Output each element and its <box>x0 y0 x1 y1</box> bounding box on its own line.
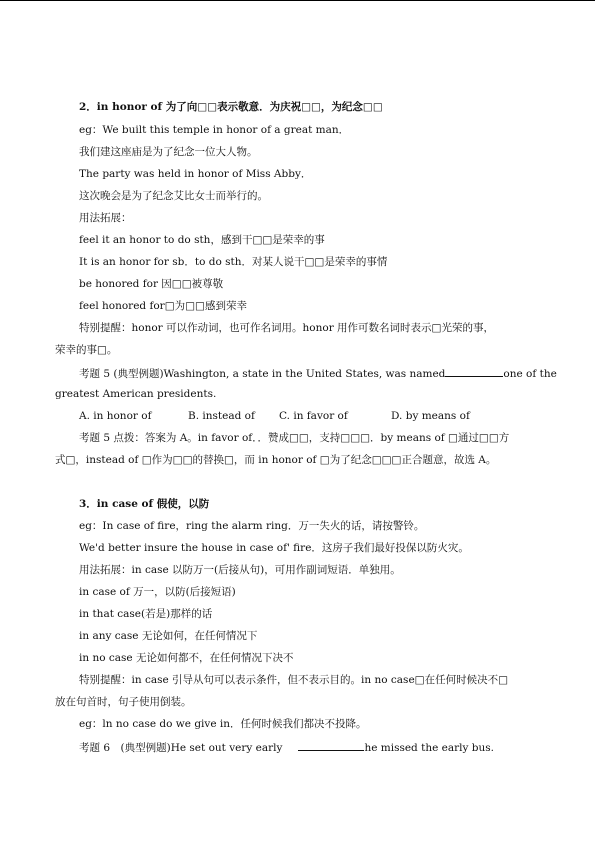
usage-line: feel it an honor to do sth，感到干□□是荣幸的事 <box>79 234 325 246</box>
page-top-rule <box>0 0 595 1</box>
usage-line: feel honored for□为□□感到荣幸 <box>79 300 247 312</box>
example-sentence: We'd better insure the house in case of' fire．这房子我们最好投保以防火灾。 <box>79 542 469 554</box>
special-note-continued: 放在句首时，句子使用倒装。 <box>55 696 192 708</box>
exam-question-text: 考题 5 (典型例题)Washington, a state in the United States, was named <box>79 368 446 380</box>
exam-question-text: 考题 6 (典型例题)He set out very early <box>79 742 283 754</box>
answer-blank <box>445 365 503 377</box>
usage-line: in any case 无论如何，在任何情况下 <box>79 630 258 642</box>
special-note-continued: 荣幸的事□。 <box>55 344 118 356</box>
usage-line: in no case 无论如何都不，在任何情况下决不 <box>79 652 294 664</box>
usage-extension-label: 用法拓展：in case 以防万一(后接从句)，可用作副词短语．单独用。 <box>79 564 401 576</box>
option-a: A. in honor of <box>79 410 152 422</box>
special-note: 特别提醒：honor 可以作动词，也可作名词用。honor 用作可数名词时表示□光荣的事， <box>79 322 494 334</box>
example-sentence: The party was held in honor of Miss Abby． <box>79 168 312 180</box>
example-translation: 这次晚会是为了纪念艾比女士而举行的。 <box>79 190 268 202</box>
usage-extension-label: 用法拓展： <box>79 212 132 224</box>
exam-question-line <box>79 739 494 755</box>
exam-question-text: he missed the early bus. <box>364 742 494 754</box>
exam-question-continued: greatest American presidents. <box>55 388 217 400</box>
section-heading: 3．in case of 假使，以防 <box>79 498 210 510</box>
exam-question-text: one of the <box>503 368 557 380</box>
option-d: D. by means of <box>391 410 470 422</box>
answer-blank <box>298 739 364 751</box>
example-sentence: eg：ln no case do we give in．任何时候我们都决不投降。 <box>79 718 367 730</box>
option-b: B. instead of <box>188 410 255 422</box>
example-sentence: eg：In case of fire，ring the alarm ring．万一失火的话，请按警铃。 <box>79 520 425 532</box>
usage-line: in that case(若是)那样的话 <box>79 608 213 620</box>
example-translation: 我们建这座庙是为了纪念一位大人物。 <box>79 146 258 158</box>
option-c: C. in favor of <box>279 410 348 422</box>
example-sentence: eg：We built this temple in honor of a great man． <box>79 124 350 136</box>
usage-line: be honored for 因□□被尊敬 <box>79 278 224 290</box>
exam-question-line <box>79 365 557 381</box>
usage-line: It is an honor for sb．to do sth．对某人说干□□是荣幸的事情 <box>79 256 388 268</box>
exam-answer: 考题 5 点拨：答案为 A。in favor of．．赞成□□，支持□□□．by means of □通过□□方 <box>79 432 510 444</box>
exam-answer-continued: 式□，instead of □作为□□的替换□，而 in honor of □为了纪念□□□正合题意，故选 A。 <box>55 454 497 466</box>
special-note: 特别提醒：in case 引导从句可以表示条件，但不表示目的。in no case□在任何时候决不□ <box>79 674 509 686</box>
usage-line: in case of 万一，以防(后接短语) <box>79 586 236 598</box>
section-heading: 2．in honor of 为了向□□表示敬意．为庆祝□□，为纪念□□ <box>79 101 383 113</box>
